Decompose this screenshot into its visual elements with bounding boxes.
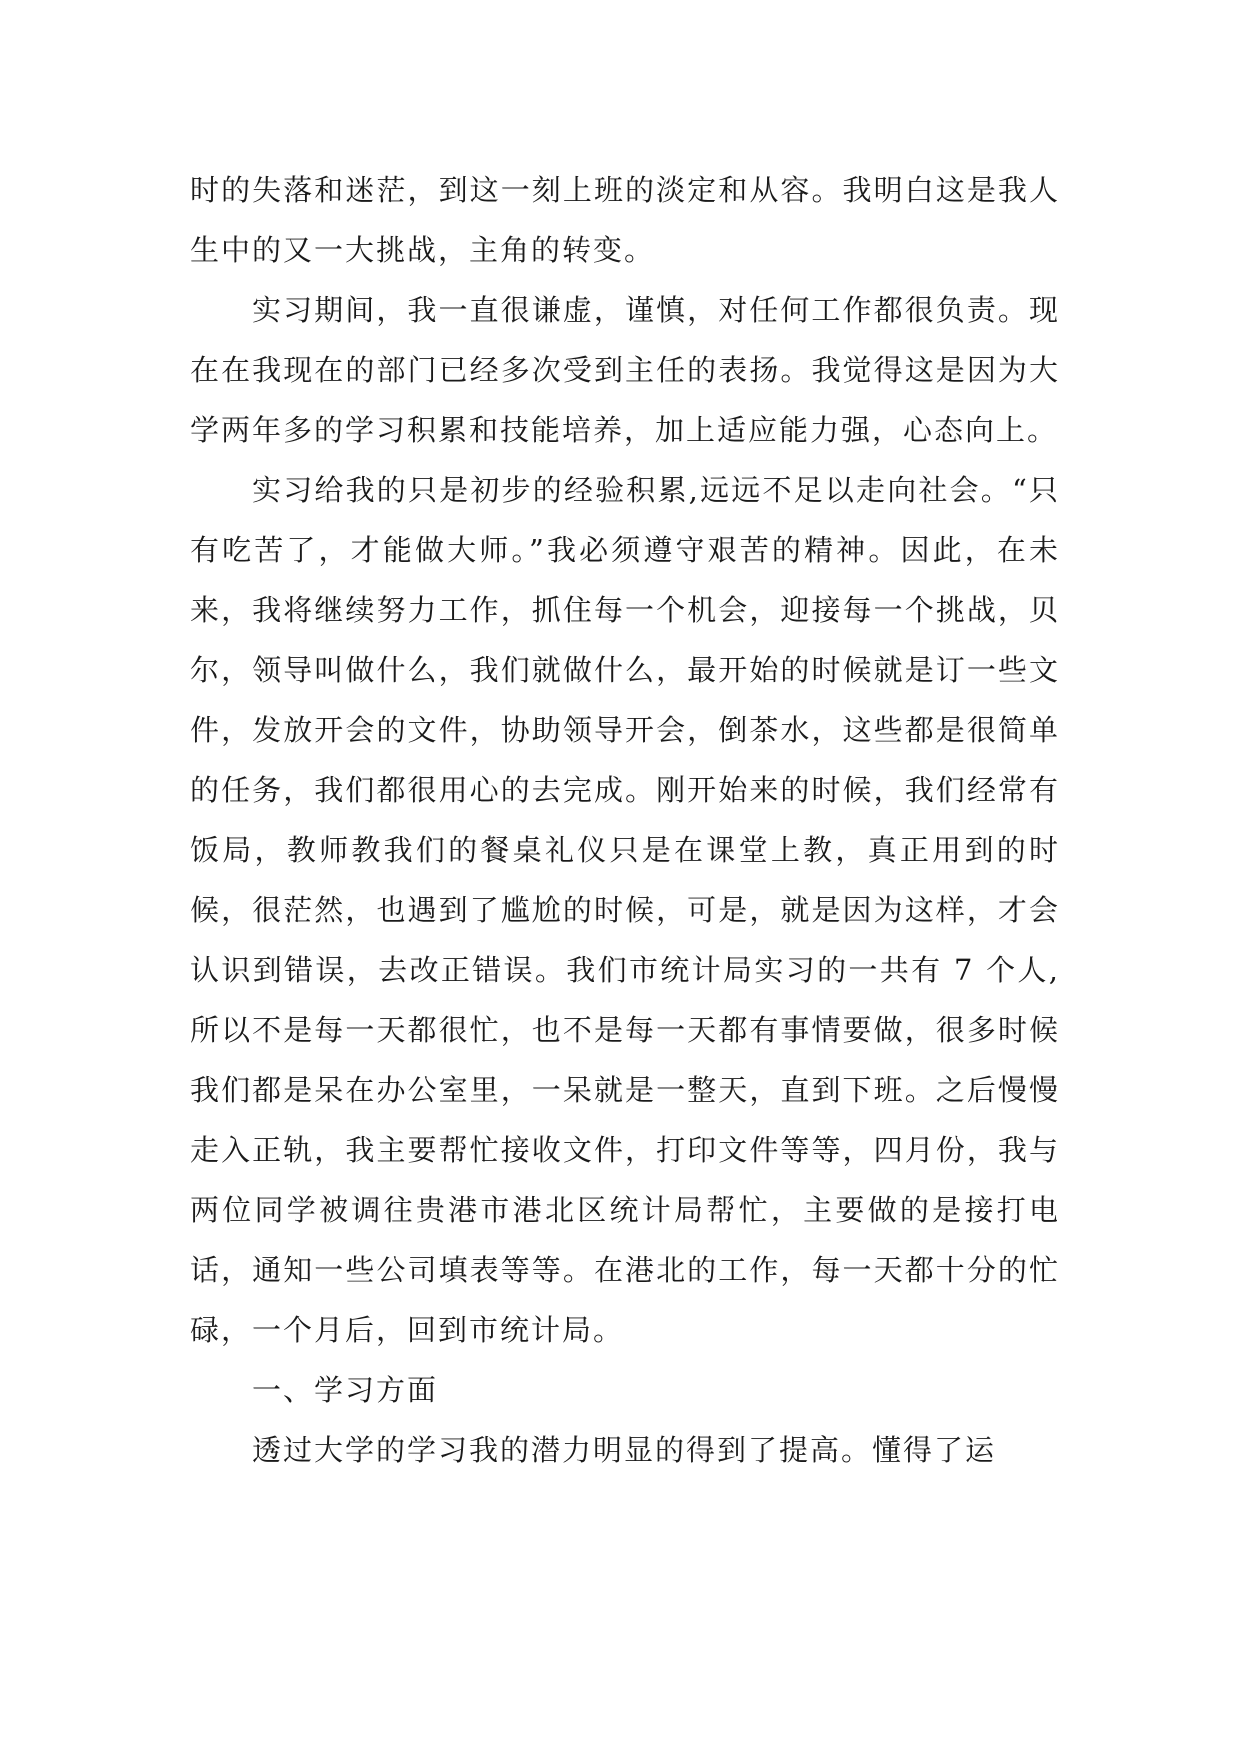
section-heading-study: 一、学习方面 bbox=[252, 1373, 439, 1407]
paragraph-2: 实习期间，我一直很谦虚，谨慎，对任何工作都很负责。现在在我现在的部门已经多次受到主任的表扬。我觉得这是因为大学两年多的学习积累和技能培养，加上适应能力强，心态向上。 bbox=[190, 293, 1060, 447]
paragraph-4: 透过大学的学习我的潜力明显的得到了提高。懂得了运 bbox=[252, 1433, 997, 1467]
document-page bbox=[190, 160, 1060, 1480]
paragraph-3: 实习给我的只是初步的经验积累,远远不足以走向社会。“只有吃苦了，才能做大师。”我必须遵守艰苦的精神。因此，在未来，我将继续努力工作，抓住每一个机会，迎接每一个挑战，贝尔，领导叫做什么，我们就做什么，最开始的时候就是订一些文件，发放开会的文件，协助领导开会，倒茶水，这些都是很简单的任务，我们都很用心的去完成。刚开始来的时候，我们经常有饭局，教师教我们的餐桌礼仪只是在课堂上教，真正用到的时候，很茫然，也遇到了尴尬的时候，可是，就是因为这样，才会认识到错误，去改正错误。我们市统计局实习的一共有 7 个人,所以不是每一天都很忙，也不是每一天都有事情要做，很多时候我们都是呆在办公室里，一呆就是一整天，直到下班。之后慢慢走入正轨，我主要帮忙接收文件，打印文件等等，四月份，我与两位同学被调往贵港市港北区统计局帮忙，主要做的是接打电话，通知一些公司填表等等。在港北的工作，每一天都十分的忙碌，一个月后，回到市统计局。 bbox=[190, 473, 1060, 1347]
paragraph-1: 时的失落和迷茫，到这一刻上班的淡定和从容。我明白这是我人生中的又一大挑战，主角的转变。 bbox=[190, 173, 1060, 267]
